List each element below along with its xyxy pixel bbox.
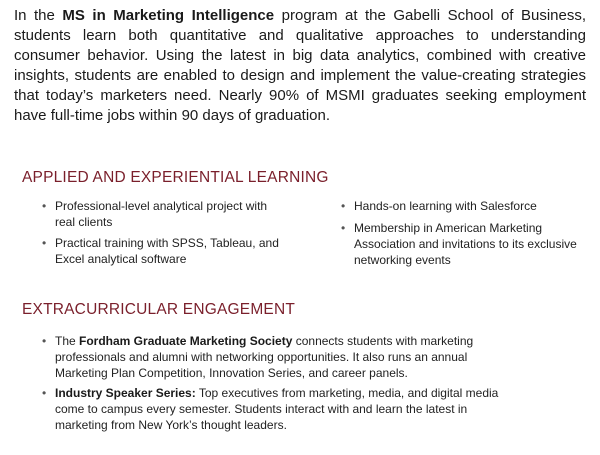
extracurricular-heading: EXTRACURRICULAR ENGAGEMENT: [22, 301, 296, 318]
bullet-icon: •: [42, 386, 47, 400]
intro-text-body: program at the Gabelli School of Business, students learn both quantitative and qualitative approaches to understanding consumer behavior. Using the latest in big data analytics, combined with creative insights, students are enabled to design and implement the value-creating strategies that today’s marketers need. Nearly 90% of MSMI graduates seeking employment have full-time jobs within 90 days of graduation.: [14, 7, 586, 124]
bullet-icon: •: [341, 221, 346, 235]
list-item-text: Professional-level analytical project with real clients: [55, 199, 268, 229]
item-text-pre: The: [55, 334, 80, 348]
applied-learning-list-left: [40, 198, 290, 272]
intro-text-start: In the: [14, 7, 63, 24]
list-item-text: [55, 334, 473, 380]
list-item: [40, 198, 290, 230]
program-name: MS in Marketing Intelligence: [62, 7, 275, 24]
list-item: [339, 198, 579, 214]
list-item: [40, 385, 520, 433]
list-item: [339, 220, 579, 268]
bullet-icon: •: [341, 199, 346, 213]
list-item-text: Membership in American Marketing Association and invitations to its exclusive networking events: [354, 221, 577, 267]
bullet-icon: •: [42, 199, 47, 213]
item-text-post: connects students with marketing professionals and alumni with networking opportunities. It also runs an annual Marketing Plan Competition, Innovation Series, and career panels.: [55, 334, 474, 380]
list-item-text: Practical training with SPSS, Tableau, and Excel analytical software: [55, 236, 279, 266]
list-item-text: Hands-on learning with Salesforce: [354, 199, 537, 213]
applied-learning-heading: APPLIED AND EXPERIENTIAL LEARNING: [22, 169, 329, 186]
speaker-series-name: Industry Speaker Series:: [55, 386, 196, 400]
applied-learning-list-right: [339, 198, 579, 274]
bullet-icon: •: [42, 334, 47, 348]
list-item-text: [55, 386, 498, 432]
intro-paragraph: [14, 6, 586, 126]
item-text-post: Top executives from marketing, media, and digital media come to campus every semester. Students interact with and learn the latest in marketing from New York’s thought leaders.: [55, 386, 499, 432]
list-item: [40, 235, 290, 267]
bullet-icon: •: [42, 236, 47, 250]
list-item: [40, 333, 520, 381]
society-name: Fordham Graduate Marketing Society: [79, 334, 293, 348]
extracurricular-list: [40, 333, 520, 437]
